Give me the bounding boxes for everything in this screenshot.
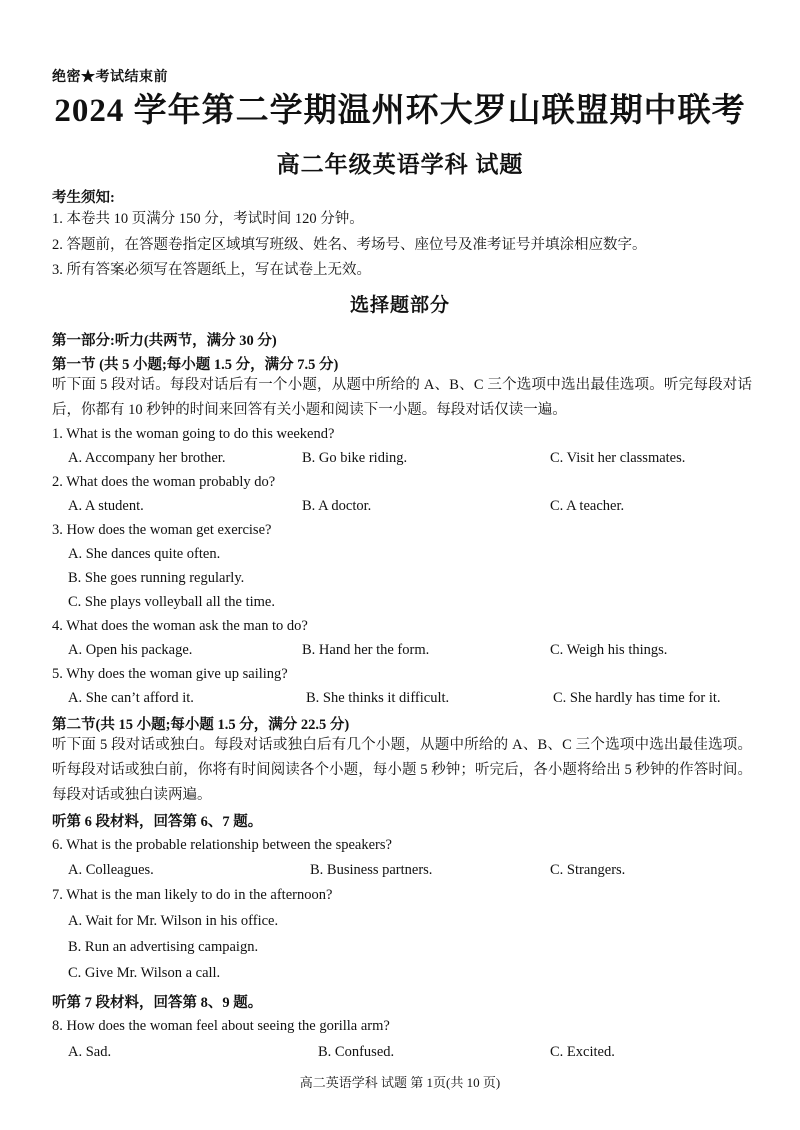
question-5-option-a: A. She can’t afford it.	[68, 690, 194, 706]
question-3-option-b: B. She goes running regularly.	[68, 570, 245, 586]
question-2-option-b: B. A doctor.	[302, 498, 372, 514]
notice-item-3: 3. 所有答案必须写在答题纸上，写在试卷上无效。	[52, 262, 371, 278]
question-5-option-b: B. She thinks it difficult.	[306, 690, 450, 706]
question-1-option-c: C. Visit her classmates.	[550, 450, 686, 466]
question-6-option-c: C. Strangers.	[550, 862, 626, 878]
question-8-stem: 8. How does the woman feel about seeing the gorilla arm?	[52, 1018, 390, 1034]
notice-item-1: 1. 本卷共 10 页满分 150 分，考试时间 120 分钟。	[52, 211, 364, 227]
question-7-option-a: A. Wait for Mr. Wilson in his office.	[68, 913, 279, 929]
part1-sec1-heading: 第一节 (共 5 小题;每小题 1.5 分，满分 7.5 分)	[52, 357, 339, 373]
part1-heading: 第一部分:听力(共两节，满分 30 分)	[52, 333, 277, 349]
question-6-option-b: B. Business partners.	[310, 862, 433, 878]
question-4-option-b: B. Hand her the form.	[302, 642, 430, 658]
page-footer: 高二英语学科 试题 第 1页(共 10 页)	[299, 1075, 501, 1090]
question-7-option-b: B. Run an advertising campaign.	[68, 939, 259, 955]
question-6-stem: 6. What is the probable relationship between the speakers?	[52, 837, 392, 853]
question-3-stem: 3. How does the woman get exercise?	[52, 522, 272, 538]
question-8-option-a: A. Sad.	[68, 1044, 112, 1060]
question-1-option-a: A. Accompany her brother.	[68, 450, 226, 466]
question-2-stem: 2. What does the woman probably do?	[52, 474, 276, 490]
question-8-option-b: B. Confused.	[318, 1044, 395, 1060]
part1-sec2-heading: 第二节(共 15 小题;每小题 1.5 分，满分 22.5 分)	[52, 717, 350, 733]
question-2-option-c: C. A teacher.	[550, 498, 625, 514]
question-5-stem: 5. Why does the woman give up sailing?	[52, 666, 288, 682]
part1-sec1-instructions: 听下面 5 段对话。每段对话后有一个小题，从题中所给的 A、B、C 三个选项中选出最佳选项。听完每段对话后，你都有 10 秒钟的时间来回答有关小题和阅读下一小题。每段对话仅读一遍。	[52, 377, 752, 418]
question-4-option-c: C. Weigh his things.	[550, 642, 668, 658]
question-4-option-a: A. Open his package.	[68, 642, 193, 658]
part1-sec2-instructions: 听下面 5 段对话或独白。每段对话或独白后有几个小题，从题中所给的 A、B、C 三个选项中选出最佳选项。听每段对话或独白前，你将有时间阅读各个小题，每小题 5 秒钟；听完后，各小题将给出 5 秒钟的作答时间。每段对话或独白读两遍。	[52, 737, 752, 803]
question-1-stem: 1. What is the woman going to do this weekend?	[52, 426, 335, 442]
notice-item-2: 2. 答题前，在答题卷指定区域填写班级、姓名、考场号、座位号及准考证号并填涂相应数字。	[52, 237, 647, 253]
question-5-option-c: C. She hardly has time for it.	[553, 690, 721, 706]
question-6-option-a: A. Colleagues.	[68, 862, 154, 878]
notice-heading: 考生须知:	[52, 190, 115, 206]
question-3-option-a: A. She dances quite often.	[68, 546, 221, 562]
question-7-stem: 7. What is the man likely to do in the afternoon?	[52, 887, 333, 903]
question-2-option-a: A. A student.	[68, 498, 144, 514]
question-7-option-c: C. Give Mr. Wilson a call.	[68, 965, 221, 981]
question-3-option-c: C. She plays volleyball all the time.	[68, 594, 275, 610]
exam-title: 2024 学年第二学期温州环大罗山联盟期中联考	[54, 93, 746, 129]
exam-subtitle: 高二年级英语学科 试题	[276, 152, 524, 177]
material-7-label: 听第 7 段材料，回答第 8、9 题。	[52, 995, 263, 1011]
material-6-label: 听第 6 段材料，回答第 6、7 题。	[52, 814, 263, 830]
question-8-option-c: C. Excited.	[550, 1044, 615, 1060]
question-4-stem: 4. What does the woman ask the man to do?	[52, 618, 308, 634]
confidential-mark: 绝密★考试结束前	[52, 70, 168, 85]
question-1-option-b: B. Go bike riding.	[302, 450, 408, 466]
section-title: 选择题部分	[349, 295, 450, 316]
